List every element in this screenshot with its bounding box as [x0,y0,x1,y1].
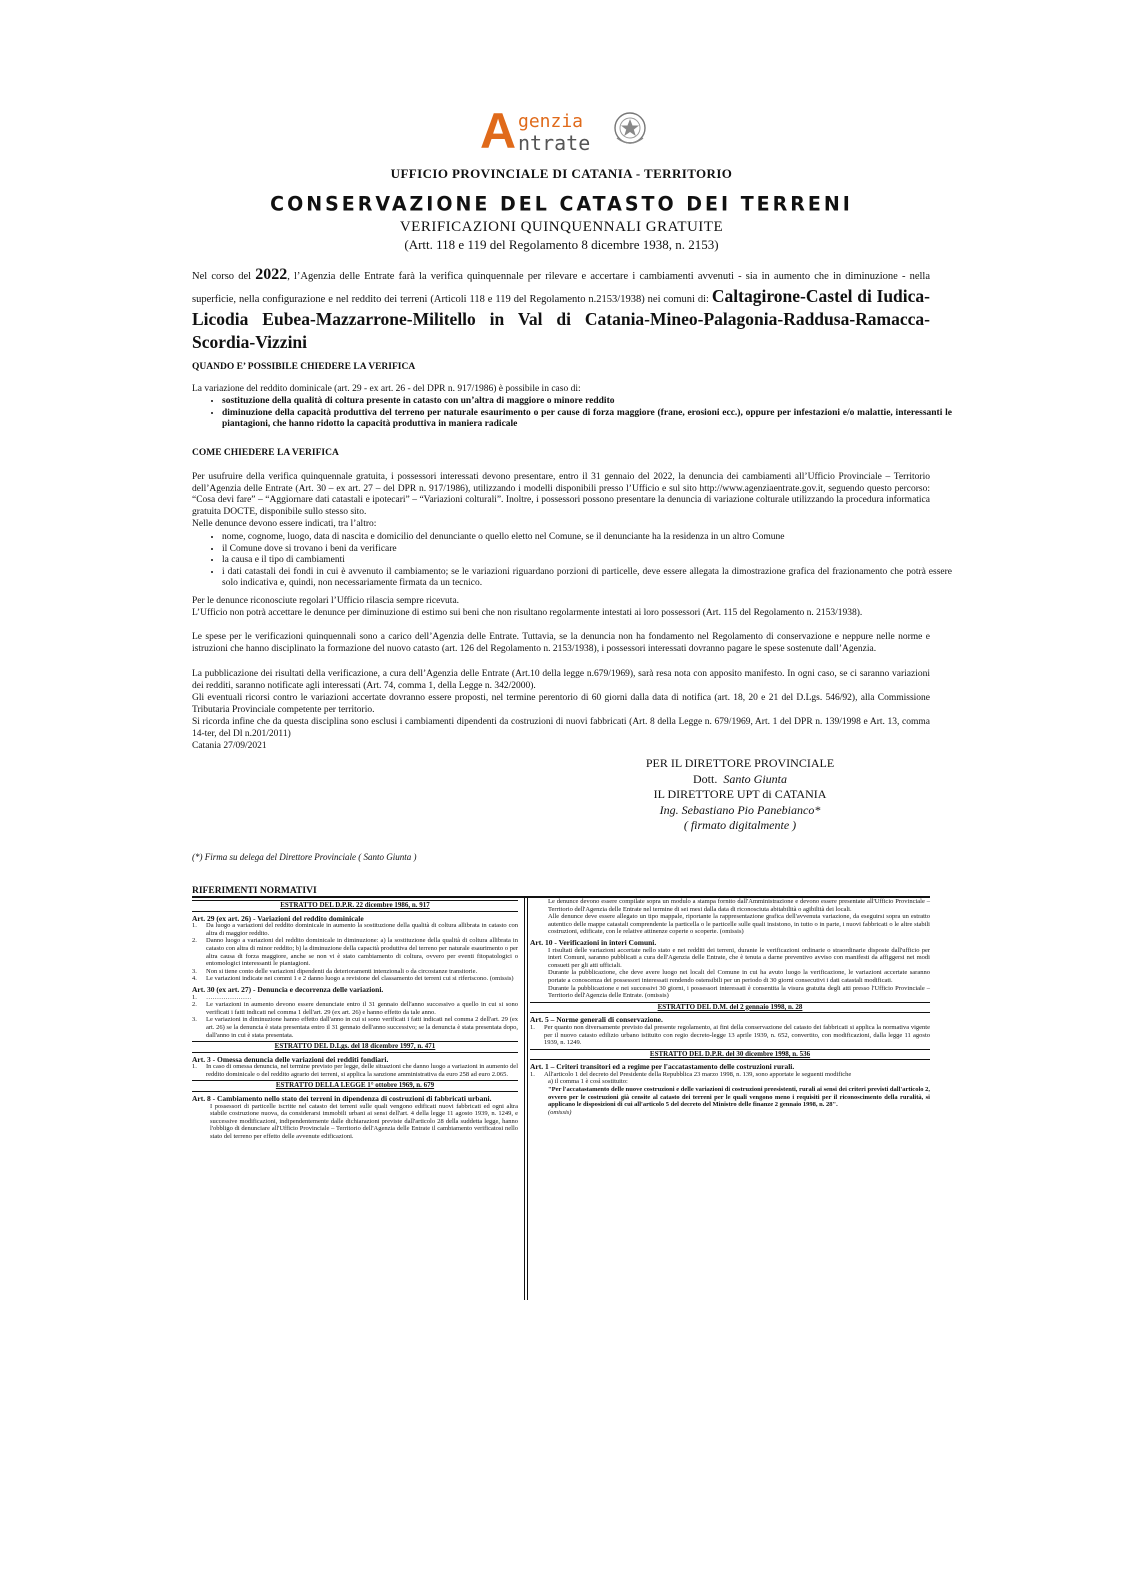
article-text: Alle denunce deve essere allegato un tipo mappale, riportante la rappresentazione grafica dell'avvenuta variazione, da eseguirsi sopra un estratto autentico delle mappe catastali comprendente la particella o le particelle sulle quali insistono, in tutto o in parte, i nuovi fabbricati o le altre stabili costruzioni, edificate, con le relative attinenze coperte o scoperte. (omissis) [548,913,930,936]
article-text: Durante la pubblicazione, che deve avere luogo nei locali del Comune in cui ha avuto luogo la verificazione, le variazioni accertate saranno portate a conoscenza dei possessori interessati rendendo ostensibili per un periodo di 30 giorni consecutivi i dati catastali modificati. [548,969,930,984]
article-item-text: Danno luogo a variazioni del reddito dominicale in diminuzione: a) la sostituzione della qualità di coltura allibrata in catasto con altra di minor reddito; b) la diminuzione della capacità produttiva del terreno per naturale esaurimento o per altra causa di forza maggiore, anche se non vi è stato cambiamento di coltura, ovvero per eventi fitopatologici o entomologici interessanti le piantagioni. [206,937,518,968]
quando-bullet-list [200,396,952,431]
estratto-heading: ESTRATTO DEL D.M. del 2 gennaio 1998, n. 28 [530,1002,930,1014]
office-name: UFFICIO PROVINCIALE DI CATANIA - TERRITORIO [390,166,733,181]
verification-year: 2022 [255,266,288,283]
article-item: 4. Le variazioni indicate nei commi 1 e 2 danno luogo a revisione del classamento dei terreni cui si riferiscono. (omissis) [192,975,518,983]
intro-text-body: , l’Agenzia delle Entrate farà la verifica quinquennale per rilevare e accertare i cambiamenti avvenuti - sia in aumento che in diminuzione - nella superficie, nella configurazione e nel reddito dei terreni (Articoli 118 e 119 del Regolamento n.2153/1938) nei comuni di: [192,271,931,305]
article-item: 1. Da luogo a variazioni del reddito dominicale in aumento la sostituzione della qualità di coltura allibrata in catasto con altra di maggior reddito. [192,922,518,937]
article-item-text: Le variazioni in diminuzione hanno effetto dall'anno in cui si sono verificati i fatti indicati nel comma 2 dell'art. 29 (ex art. 26) se la denuncia è stata presentata entro il 31 gennaio dell'anno successivo; se la denuncia è stata presentata dopo, dall'anno in cui è stata presentata. [206,1016,518,1039]
article-heading: Art. 30 (ex art. 27) - Denuncia e decorrenza delle variazioni. [192,984,384,994]
signature-line-4: Ing. Sebastiano Pio Panebianco* [659,802,821,817]
article-item-text: Le variazioni in aumento devono essere denunciate entro il 31 gennaio dell'anno successivo a quello in cui si sono verificati i fatti indicati nel comma 1 dell'art. 29 (ex art. 26) e hanno effetto da tale anno. [206,1001,518,1016]
article-text: Le denunce devono essere compilate sopra un modulo a stampa fornito dall'Amministrazione e devono essere presentate all'Ufficio Provinciale – Territorio dell'Agenzia delle Entrate nel termine di sei mesi dalla data di riconosciuta abitabilità o agibilità dei locali. [548,898,930,913]
article-heading: Art. 5 – Norme generali di conservazione. [530,1015,663,1025]
come-bullet: • nome, cognome, luogo, data di nascita e domicilio del denunciante o quello eletto nel Comune, se il denunciante ha la residenza in un altro Comune [222,532,952,544]
quando-bullet: • diminuzione della capacità produttiva del terreno per naturale esaurimento o per cause di forza maggiore (frane, erosioni ecc.), oppure per infestazioni e/o malattie, interessanti le piantagioni, che hanno ridotto la capacità produttiva in maniera radicale [222,408,952,431]
riferimenti-left-column [192,898,518,1141]
article-item-text: Da luogo a variazioni del reddito dominicale in aumento la sostituzione della qualità di coltura allibrata in catasto con altra di maggior reddito. [206,922,518,937]
article-text: Durante la pubblicazione e nei successivi 30 giorni, i possessori interessati è consentita la visura gratuita degli atti presso l'Ufficio Provinciale – Territorio dell'Agenzia delle Entrate. (omissis) [548,984,930,1000]
signature-line-3: IL DIRETTORE UPT di CATANIA [653,787,827,801]
come-paragraph-3: Per le denunce riconosciute regolari l’Ufficio rilascia sempre ricevuta. [192,596,460,606]
footnote: (*) Firma su delega del Direttore Provinciale ( Santo Giunta ) [192,852,417,862]
intro-paragraph [192,267,930,354]
come-paragraph-4: L’Ufficio non potrà accettare le denunce per diminuzione di estimo sui beni che non risultano regolarmente intestati ai loro possessori (Art. 115 del Regolamento n. 2153/1938). [192,608,863,618]
section-heading-quando: QUANDO E’ POSSIBILE CHIEDERE LA VERIFICA [192,362,416,372]
document-title: CONSERVAZIONE DEL CATASTO DEI TERRENI [270,192,853,216]
logo-word-agenzia: genzia [518,111,584,132]
come-bullet-list [200,532,952,590]
come-paragraph-1: Per usufruire della verifica quinquennale gratuita, i possessori interessati devono presentare, entro il 31 gennaio del 2022, la denuncia dei cambiamenti all’Ufficio Provinciale – Territorio dell’Agenzia delle Entrate (Art. 30 – ex art. 27 – del DPR n. 917/1986), utilizzando i modelli disponibili presso l’Ufficio e sul sito http://www.agenziaentrate.gov.it, seguendo questo percorso: “Cosa devi fare” – “Aggiornare dati catastali e ipotecari” – “Variazioni colturali”. Inoltre, i possessori possono presentare la denuncia di variazione colturale utilizzando la procedura informatica gratuita DOCTE, disponibile sullo stesso sito. [192,472,930,517]
regulation-reference: (Artt. 118 e 119 del Regolamento 8 dicembre 1938, n. 2153) [404,237,719,252]
document-date: Catania 27/09/2021 [192,741,267,751]
article-heading: Art. 8 - Cambiamento nello stato dei terreni in dipendenza di costruzioni di fabbricati urbani. [192,1094,492,1104]
come-paragraph-5: Le spese per le verificazioni quinquennali sono a carico dell’Agenzia delle Entrate. Tuttavia, se la denuncia non ha fondamento nel Regolamento di conservazione e neppure nelle norme e istruzioni che hanno disciplinato la formazione del nuovo catasto (art. 126 del Regolamento n. 2153/1938), i possessori interessati dovranno pagare le spese sostenute dall’Agenzia. [192,632,930,654]
article-item-text: Le variazioni indicate nei commi 1 e 2 danno luogo a revisione del classamento dei terreni cui si riferiscono. (omissis) [206,975,514,983]
article-item: 1. In caso di omessa denuncia, nel termine previsto per legge, delle situazioni che danno luogo a variazioni in aumento del reddito dominicale o del reddito agrario dei terreni, si applica la sanzione amministrativa da euro 258 ad euro 2.065. [192,1063,518,1078]
article-heading: Art. 29 (ex art. 26) - Variazioni del reddito dominicale [192,913,364,923]
article-item: 2. Danno luogo a variazioni del reddito dominicale in diminuzione: a) la sostituzione della qualità di coltura allibrata in catasto con altra di minor reddito; b) la diminuzione della capacità produttiva del terreno per naturale esaurimento o per altra causa di forza maggiore, anche se non vi è stato cambiamento di coltura, ovvero per eventi fitopatologici o entomologici interessanti le piantagioni. [192,937,518,968]
article-item: 1. ………………… [192,994,518,1002]
signature-line-1: PER IL DIRETTORE PROVINCIALE [645,756,835,770]
article-item-text: In caso di omessa denuncia, nel termine previsto per legge, delle situazioni che danno luogo a variazioni in aumento del reddito dominicale o del reddito agrario dei terreni, si applica la sanzione amministrativa da euro 258 ad euro 2.065. [206,1063,518,1078]
signature-block [560,756,920,834]
come-paragraph-2: Nelle denunce devono essere indicati, tra l’altro: [192,519,377,529]
article-item-text: Non si tiene conto delle variazioni dipendenti da deterioramenti intenzionali o da circostanze transitorie. [206,967,478,975]
article-text: I risultati delle variazioni accertate nello stato e nei redditi dei terreni, durante le verificazioni ordinarie o straordinarie disposte dall'ufficio per interi Comuni, saranno pubblicati a cura dell'Agenzia delle Entrate, che è tenuta a darne preventivo avviso con manifesti da affiggersi nei modi consueti per gli atti ufficiali. [548,946,930,969]
article-text: I possessori di particelle iscritte nel catasto dei terreni sulle quali vengono edificati nuovi fabbricati ed ogni altra stabile costruzione nuova, da considerarsi immobili urbani ai sensi dell'art. 4 della legge 11 agosto 1939, n. 1249, e successive modificazioni, indipendentemente dalle dichiarazioni previste dall'articolo 28 della suddetta legge, hanno l'obbligo di denunciare all'Ufficio Provinciale – Territorio dell'Agenzia delle Entrate il cambiamento verificatosi nello stato del terreno per effetto delle avvenute edificazioni. [210,1102,518,1141]
article-item: 2. Le variazioni in aumento devono essere denunciate entro il 31 gennaio dell'anno successivo a quello in cui si sono verificati i fatti indicati nel comma 1 dell'art. 29 (ex art. 26) e hanno effetto da tale anno. [192,1001,518,1016]
omissis-note: (omissis) [548,1108,572,1116]
estratto-heading: ESTRATTO DEL D.Lgs. del 18 dicembre 1997, n. 471 [192,1041,518,1053]
article-item: 3. Non si tiene conto delle variazioni dipendenti da deterioramenti intenzionali o da circostanze transitorie. [192,968,518,976]
signature-title-dott: Dott. [692,771,718,786]
estratto-heading: ESTRATTO DELLA LEGGE 1° ottobre 1969, n. 679 [192,1080,518,1092]
document-subtitle: VERIFICAZIONI QUINQUENNALI GRATUITE [399,219,724,235]
article-item: 1. All'articolo 1 del decreto del Presidente della Repubblica 23 marzo 1998, n. 139, sono apportate le seguenti modifiche [530,1071,930,1079]
column-divider [524,898,528,1300]
municipalities-list: Caltagirone-Castel di Iudica-Licodia Eubea-Mazzarrone-Militello in Val di Catania-Mineo-Palagonia-Raddusa-Ramacca-Scordia-Vizzini [192,286,930,352]
intro-text-start: Nel corso del [192,271,252,282]
quando-text: La variazione del reddito dominicale (art. 29 - ex art. 26 - del DPR n. 917/1986) è possibile in caso di: [192,384,581,394]
come-bullet: • i dati catastali dei fondi in cui è avvenuto il cambiamento; se le variazioni riguardano porzioni di particelle, deve essere allegata la dimostrazione grafica del frazionamento che potrà essere solo indicativa e, quindi, non necessariamente firmata da un tecnico. [222,567,952,590]
estratto-heading: ESTRATTO DEL D.P.R. 22 dicembre 1986, n. 917 [192,900,518,912]
italian-republic-emblem-icon [612,108,648,148]
article-item: 1. Per quanto non diversamente previsto dal presente regolamento, ai fini della conservazione del catasto dei fabbricati si applica la normativa vigente per il nuovo catasto edilizio urbano istituito con regio decreto-legge 13 aprile 1939, n. 652, convertito, con modificazioni, dalla legge 11 agosto 1939, n. 1249. [530,1023,930,1047]
signature-line-2 [560,772,920,788]
article-heading: Art. 1 – Criteri transitori ed a regime per l'accatastamento delle costruzioni rurali. [530,1062,795,1072]
come-paragraph-6: La pubblicazione dei risultati della verificazione, a cura dell’Agenzia delle Entrate (Art.10 della legge n.679/1969), sarà resa nota con apposito manifesto. In ogni caso, se ci saranno variazioni dei redditi, saranno notificate agli interessati (Art. 74, comma 1, della Legge n. 342/2000). [192,669,930,691]
article-heading: Art. 10 - Verificazioni in interi Comuni. [530,937,657,947]
article-text: "Per l'accatastamento delle nuove costruzioni e delle variazioni di costruzioni preesistenti, rurali ai sensi dei criteri previsti dall'articolo 2, ovvero per le costruzioni già censite al catasto dei terreni per le quali vengono meno i requisiti per il riconoscimento della ruralità, si applicano le disposizioni di cui all'articolo 5 del decreto del Ministro delle finanze 2 gennaio 1998, n. 28". [548,1086,930,1109]
come-bullet: • il Comune dove si trovano i beni da verificare [222,544,952,556]
come-paragraph-7: Gli eventuali ricorsi contro le variazioni accertate dovranno essere proposti, nel termine perentorio di 60 giorni dalla data di notifica (art. 18, 20 e 21 del D.Lgs. 546/92), alla Commissione Tributaria Provinciale competente per territorio. [192,693,930,715]
come-paragraph-8: Si ricorda infine che da questa disciplina sono esclusi i cambiamenti dipendenti da costruzioni di nuovi fabbricati (Art. 8 della Legge n. 679/1969, Art. 1 del DPR n. 139/1998 e Art. 13, comma 14-ter, del Dl n.201/2011) [192,717,930,739]
riferimenti-heading: RIFERIMENTI NORMATIVI [192,886,317,896]
quando-bullet: • sostituzione della qualità di coltura presente in catasto con un’altra di maggiore o minore reddito [222,396,952,408]
section-heading-come: COME CHIEDERE LA VERIFICA [192,448,339,458]
logo-word-entrate: ntrate [518,131,591,155]
signature-name-director: Santo Giunta [723,771,787,786]
signature-line-5: ( firmato digitalmente ) [683,818,797,832]
riferimenti-right-column [530,898,930,1116]
come-bullet: • la causa e il tipo di cambiamenti [222,555,952,567]
article-item: 3. Le variazioni in diminuzione hanno effetto dall'anno in cui si sono verificati i fatti indicati nel comma 2 dell'art. 29 (ex art. 26) se la denuncia è stata presentata entro il 31 gennaio dell'anno successivo; se la denuncia è stata presentata dopo, dall'anno in cui è stata presentata. [192,1016,518,1039]
article-item-text: ………………… [206,993,252,1001]
article-heading: Art. 3 - Omessa denuncia delle variazioni dei redditi fondiari. [192,1054,389,1064]
article-item-text: Per quanto non diversamente previsto dal presente regolamento, ai fini della conservazione del catasto dei fabbricati si applica la normativa vigente per il nuovo catasto edilizio urbano istituito con regio decreto-legge 13 aprile 1939, n. 652, convertito, con modificazioni, dalla legge 11 agosto 1939, n. 1249. [544,1023,930,1047]
logo-letter: A [480,103,517,159]
article-text: a) il comma 1 è così sostituito: [548,1078,628,1086]
estratto-heading: ESTRATTO DEL D.P.R. del 30 dicembre 1998, n. 536 [530,1049,930,1061]
article-item-text: All'articolo 1 del decreto del Presidente della Repubblica 23 marzo 1998, n. 139, sono apportate le seguenti modifiche [544,1070,852,1078]
